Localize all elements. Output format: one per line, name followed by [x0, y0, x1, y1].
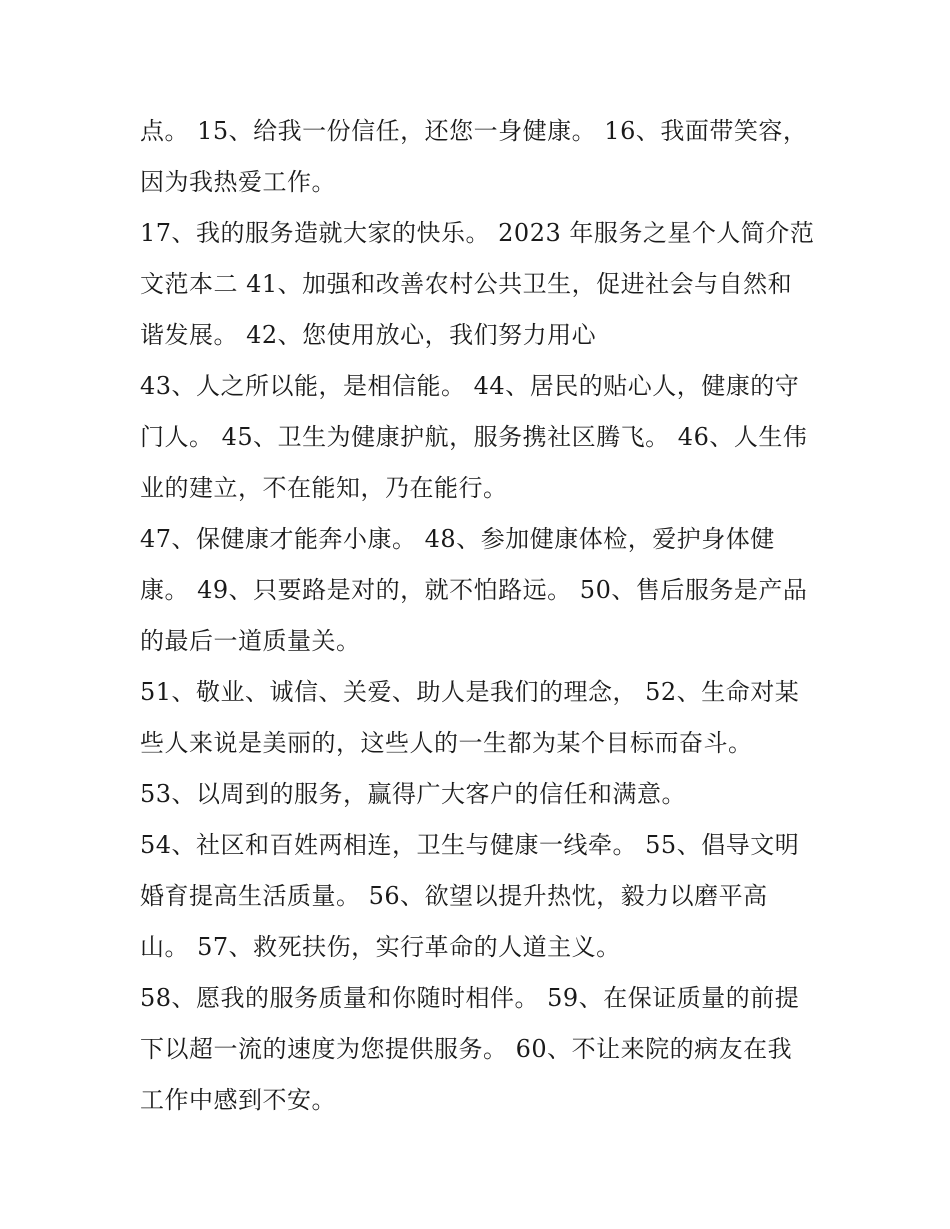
text-line: 58、愿我的服务质量和你随时相伴。 59、在保证质量的前提	[140, 984, 800, 1012]
text-line: 53、以周到的服务，赢得广大客户的信任和满意。	[140, 780, 687, 808]
text-line: 因为我热爱工作。	[140, 168, 336, 196]
text-line: 康。 49、只要路是对的，就不怕路远。 50、售后服务是产品	[140, 576, 808, 604]
text-line: 的最后一道质量关。	[140, 627, 361, 655]
text-line: 些人来说是美丽的，这些人的一生都为某个目标而奋斗。	[140, 729, 753, 757]
text-line: 婚育提高生活质量。 56、欲望以提升热忱，毅力以磨平高	[140, 882, 768, 910]
text-line: 17、我的服务造就大家的快乐。 2023 年服务之星个人简介范	[140, 219, 815, 247]
text-line: 工作中感到不安。	[140, 1086, 336, 1114]
text-line: 点。 15、给我一份信任，还您一身健康。 16、我面带笑容，	[140, 117, 808, 145]
text-line: 山。 57、救死扶伤，实行革命的人道主义。	[140, 933, 621, 961]
text-line: 谐发展。 42、您使用放心，我们努力用心	[140, 321, 597, 349]
text-line: 51、敬业、诚信、关爱、助人是我们的理念， 52、生命对某	[140, 678, 800, 706]
text-line: 47、保健康才能奔小康。 48、参加健康体检，爱护身体健	[140, 525, 775, 553]
text-line: 文范本二 41、加强和改善农村公共卫生，促进社会与自然和	[140, 270, 793, 298]
text-line: 门人。 45、卫生为健康护航，服务携社区腾飞。 46、人生伟	[140, 423, 808, 451]
text-line: 54、社区和百姓两相连，卫生与健康一线牵。 55、倡导文明	[140, 831, 800, 859]
text-line: 下以超一流的速度为您提供服务。 60、不让来院的病友在我	[140, 1035, 793, 1063]
text-line: 业的建立，不在能知，乃在能行。	[140, 474, 508, 502]
document-body	[140, 106, 820, 1126]
text-line: 43、人之所以能，是相信能。 44、居民的贴心人，健康的守	[140, 372, 800, 400]
